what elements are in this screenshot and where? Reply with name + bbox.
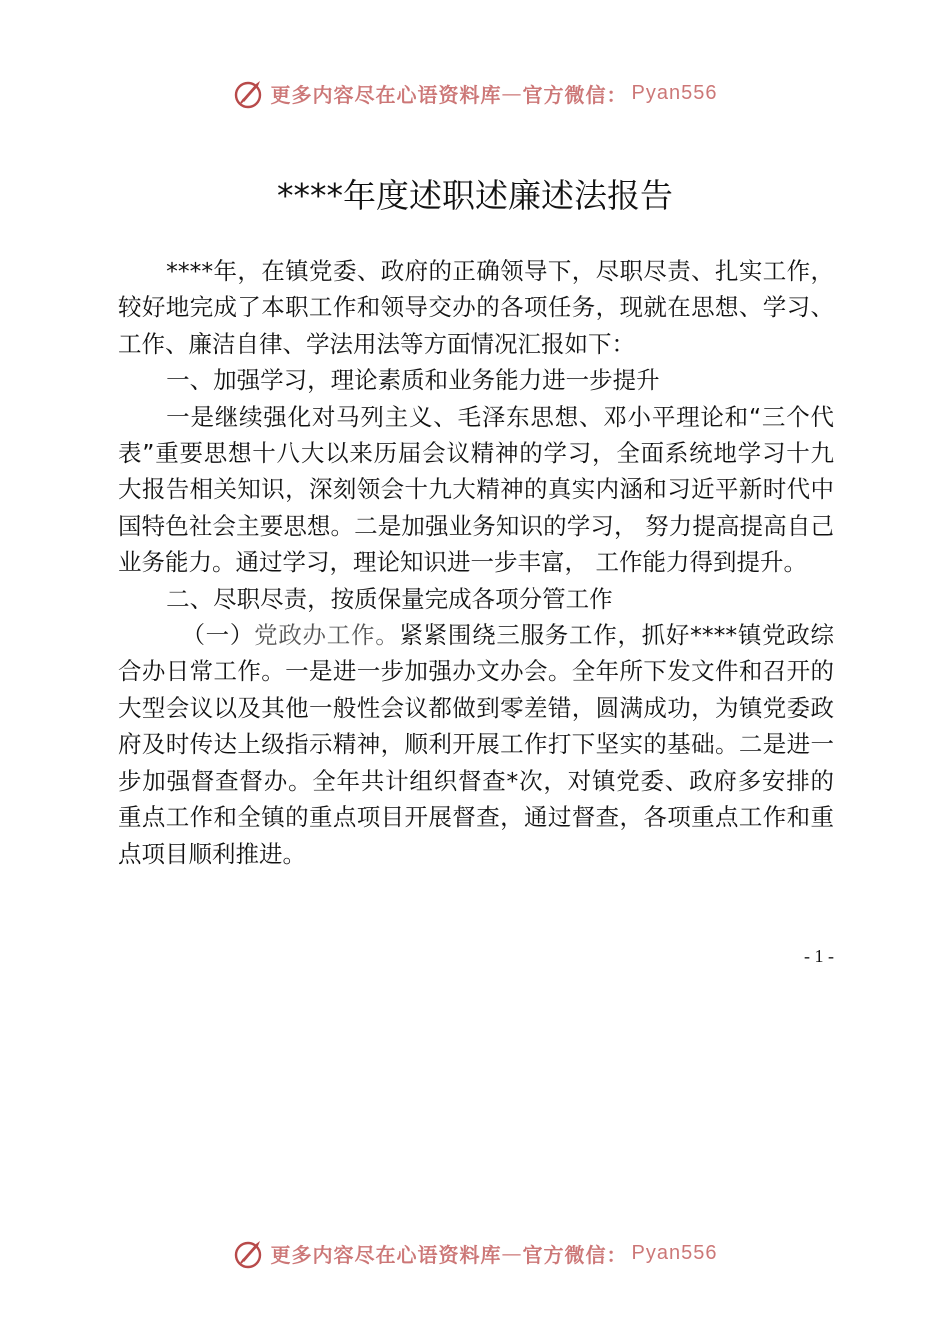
watermark-wechat-label: 官方微信： [522,82,628,107]
watermark-wechat-id: Pyan556 [631,1241,718,1264]
watermark-dash: — [501,81,523,105]
document-body [118,253,834,872]
document-title: ****年度述职述廉述法报告 [277,176,673,215]
watermark-footer [0,1233,950,1273]
quill-logo-icon [233,1236,267,1270]
watermark-header [0,73,950,113]
page-number: - 1 - [804,946,834,966]
subsection-label: （一） [181,621,255,650]
quill-logo-icon [233,76,267,110]
watermark-dash: — [501,1241,523,1265]
section-heading-1: 一、加强学习，理论素质和业务能力进一步提升 [166,366,660,395]
watermark-text: 更多内容尽在心语资料库 [270,82,502,107]
intro-paragraph: ****年，在镇党委、政府的正确领导下，尽职尽责、扎实工作，较好地完成了本职工作和领导交办的各项任务，现就在思想、学习、工作、廉洁自律、学法用法等方面情况汇报如下： [118,257,834,358]
section-1-paragraph: 一是继续强化对马列主义、毛泽东思想、邓小平理论和“三个代表”重要思想十八大以来历届会议精神的学习，全面系统地学习十九大报告相关知识，深刻领会十九大精神的真实内涵和习近平新时代中国特色社会主要思想。二是加强业务知识的学习， 努力提高提高自己业务能力。通过学习，理论知识进一步丰富， 工作能力得到提升。 [118,402,834,577]
watermark-text: 更多内容尽在心语资料库 [270,1242,502,1267]
watermark-wechat-id: Pyan556 [631,81,718,104]
subsection-title: 党政办工作。 [254,621,400,650]
subsection-paragraph [118,617,834,872]
watermark-wechat-label: 官方微信： [522,1242,628,1267]
section-heading-2: 二、尽职尽责，按质保量完成各项分管工作 [166,584,613,613]
subsection-text: 紧紧围绕三服务工作，抓好****镇党政综合办日常工作。一是进一步加强办文办会。全年所下发文件和召开的大型会议以及其他一般性会议都做到零差错，圆满成功，为镇党委政府及时传达上级指示精神，顺利开展工作打下坚实的基础。二是进一步加强督查督办。全年共计组织督查*次，对镇党委、政府多安排的重点工作和全镇的重点项目开展督查，通过督查，各项重点工作和重点项目顺利推进。 [118,621,835,868]
